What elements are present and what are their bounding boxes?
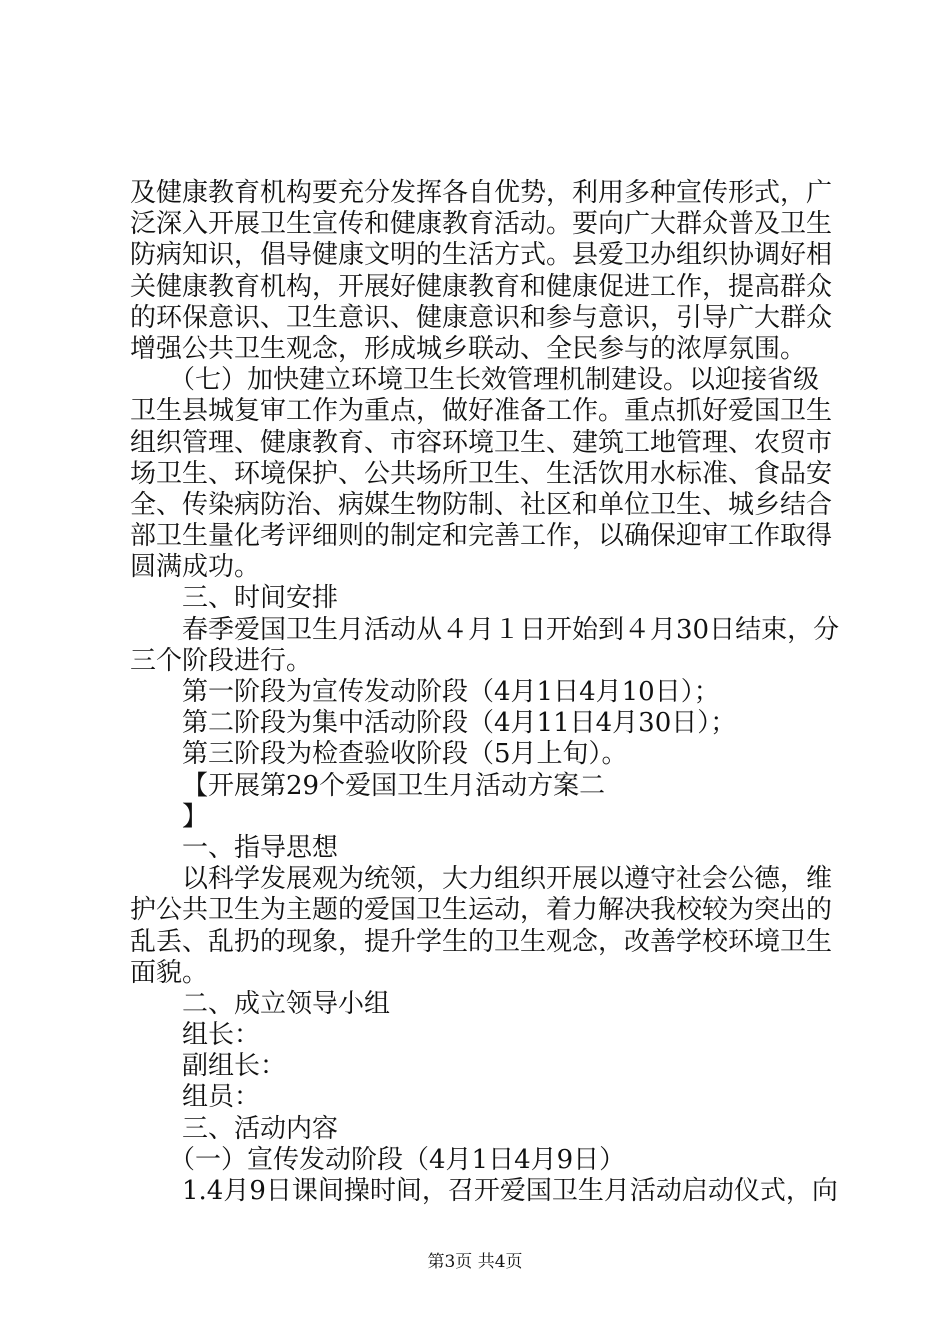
text-line: 三个阶段进行。 <box>130 645 313 676</box>
text-line: 副组长： <box>182 1051 287 1082</box>
section-heading-schedule: 三、时间安排 <box>182 583 339 614</box>
text-line: 面貌。 <box>130 957 209 988</box>
text-line: 卫生县城复审工作为重点，做好准备工作。重点抓好爱国卫生 <box>130 396 833 427</box>
text-line: 防病知识，倡导健康文明的生活方式。县爱卫办组织协调好相 <box>130 240 833 271</box>
text-line: 全、传染病防治、病媒生物防制、社区和单位卫生、城乡结合 <box>130 489 833 520</box>
text-line: 组长： <box>182 1020 261 1051</box>
text-line: 以科学发展观为统领，大力组织开展以遵守社会公德，维 <box>182 864 833 895</box>
text-line: 护公共卫生为主题的爱国卫生运动，着力解决我校较为突出的 <box>130 895 833 926</box>
plan-title-bracket: 】 <box>182 801 209 832</box>
text-line: 组员： <box>182 1082 261 1113</box>
text-line: （一）宣传发动阶段（4月1日4月9日） <box>169 1144 626 1175</box>
text-line: 部卫生量化考评细则的制定和完善工作，以确保迎审工作取得 <box>130 521 833 552</box>
text-line: 第三阶段为检查验收阶段（5月上旬）。 <box>182 739 628 770</box>
section-heading-leadership: 二、成立领导小组 <box>182 988 391 1019</box>
text-line: 春季爱国卫生月活动从４月１日开始到４月30日结束，分 <box>182 614 840 645</box>
plan-title: 【开展第29个爱国卫生月活动方案二 <box>182 770 606 801</box>
text-line: 圆满成功。 <box>130 552 261 583</box>
text-line: 及健康教育机构要充分发挥各自优势，利用多种宣传形式，广 <box>130 178 833 208</box>
text-line: 关健康教育机构，开展好健康教育和健康促进工作，提高群众 <box>130 271 833 302</box>
section-heading-7: （七）加快建立环境卫生长效管理机制建设。以迎接省级 <box>169 365 820 396</box>
text-line: 第一阶段为宣传发动阶段（4月1日4月10日）； <box>182 677 720 707</box>
text-line: 1.4月9日课间操时间，召开爱国卫生月活动启动仪式，向 <box>182 1176 838 1206</box>
text-line: 乱丢、乱扔的现象，提升学生的卫生观念，改善学校环境卫生 <box>130 926 833 957</box>
text-line: 组织管理、健康教育、市容环境卫生、建筑工地管理、农贸市 <box>130 427 833 458</box>
text-line: 泛深入开展卫生宣传和健康教育活动。要向广大群众普及卫生 <box>130 209 833 240</box>
section-heading-activities: 三、活动内容 <box>182 1113 339 1144</box>
text-line: 的环保意识、卫生意识、健康意识和参与意识，引导广大群众 <box>130 302 833 333</box>
page-number: 第3页 共4页 <box>427 1252 523 1272</box>
text-line: 增强公共卫生观念，形成城乡联动、全民参与的浓厚氛围。 <box>130 333 807 364</box>
text-line: 场卫生、环境保护、公共场所卫生、生活饮用水标准、食品安 <box>130 458 833 489</box>
text-line: 第二阶段为集中活动阶段（4月11日4月30日）； <box>182 708 737 739</box>
document-body <box>130 178 840 1207</box>
section-heading-guiding: 一、指导思想 <box>182 832 339 863</box>
